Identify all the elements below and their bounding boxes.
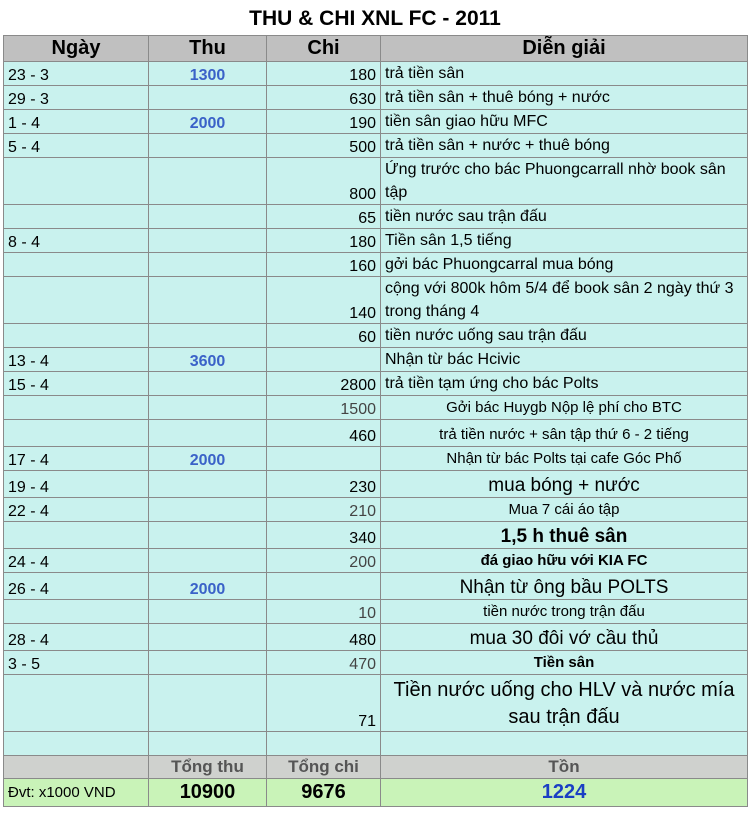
expense-cell: 230 xyxy=(267,471,381,498)
empty-row xyxy=(4,732,748,756)
header-income: Thu xyxy=(149,36,267,62)
description-cell: tiền nước trong trận đấu xyxy=(381,600,748,624)
description-cell: Nhận từ bác Polts tại cafe Góc Phố xyxy=(381,447,748,471)
table-row xyxy=(4,675,748,732)
income-cell xyxy=(149,372,267,396)
expense-cell: 460 xyxy=(267,420,381,447)
table-row xyxy=(4,348,748,372)
income-cell xyxy=(149,498,267,522)
income-cell: 2000 xyxy=(149,110,267,134)
date-cell xyxy=(4,158,149,205)
balance-label: Tồn xyxy=(381,756,748,779)
description-cell: Ứng trước cho bác Phuongcarrall nhờ book sân tập xyxy=(381,158,748,205)
date-cell: 24 - 4 xyxy=(4,549,149,573)
date-cell xyxy=(4,600,149,624)
table-row xyxy=(4,253,748,277)
date-cell xyxy=(4,522,149,549)
description-cell: trả tiền sân + thuê bóng + nước xyxy=(381,86,748,110)
total-expense-label: Tổng chi xyxy=(267,756,381,779)
date-cell xyxy=(4,277,149,324)
date-cell: 1 - 4 xyxy=(4,110,149,134)
description-cell: tiền nước uống sau trận đấu xyxy=(381,324,748,348)
date-cell: 17 - 4 xyxy=(4,447,149,471)
income-cell xyxy=(149,253,267,277)
header-row xyxy=(4,36,748,62)
sheet-title: THU & CHI XNL FC - 2011 xyxy=(249,7,501,30)
table-row xyxy=(4,324,748,348)
description-cell: Tiền sân xyxy=(381,651,748,675)
income-cell xyxy=(149,396,267,420)
total-expense-value: 9676 xyxy=(267,779,381,807)
table-row xyxy=(4,158,748,205)
expense-cell: 630 xyxy=(267,86,381,110)
date-cell xyxy=(4,396,149,420)
description-cell: gởi bác Phuongcarral mua bóng xyxy=(381,253,748,277)
expense-cell: 800 xyxy=(267,158,381,205)
income-cell xyxy=(149,324,267,348)
table-row xyxy=(4,651,748,675)
finance-table xyxy=(3,35,748,807)
header-expense: Chi xyxy=(267,36,381,62)
date-cell: 28 - 4 xyxy=(4,624,149,651)
expense-cell: 500 xyxy=(267,134,381,158)
table-row xyxy=(4,471,748,498)
income-cell xyxy=(149,86,267,110)
date-cell: 5 - 4 xyxy=(4,134,149,158)
expense-cell: 180 xyxy=(267,62,381,86)
date-cell xyxy=(4,675,149,732)
income-cell xyxy=(149,134,267,158)
expense-cell xyxy=(267,447,381,471)
balance-value: 1224 xyxy=(381,779,748,807)
table-row xyxy=(4,624,748,651)
income-cell xyxy=(149,420,267,447)
date-cell xyxy=(4,253,149,277)
description-cell: trả tiền sân xyxy=(381,62,748,86)
table-row xyxy=(4,110,748,134)
expense-cell: 480 xyxy=(267,624,381,651)
table-row xyxy=(4,420,748,447)
description-cell: Tiền nước uống cho HLV và nước mía sau trận đấu xyxy=(381,675,748,732)
expense-cell: 180 xyxy=(267,229,381,253)
total-income-value: 10900 xyxy=(149,779,267,807)
income-cell: 2000 xyxy=(149,447,267,471)
table-row xyxy=(4,498,748,522)
unit-note: Đvt: x1000 VND xyxy=(4,779,149,807)
totals-value-row xyxy=(4,779,748,807)
expense-cell: 10 xyxy=(267,600,381,624)
date-cell: 23 - 3 xyxy=(4,62,149,86)
expense-cell xyxy=(267,348,381,372)
expense-cell: 210 xyxy=(267,498,381,522)
expense-cell: 2800 xyxy=(267,372,381,396)
total-income-label: Tổng thu xyxy=(149,756,267,779)
date-cell xyxy=(4,324,149,348)
date-cell xyxy=(4,205,149,229)
expense-cell: 71 xyxy=(267,675,381,732)
table-row xyxy=(4,600,748,624)
expense-cell: 1500 xyxy=(267,396,381,420)
date-cell: 8 - 4 xyxy=(4,229,149,253)
expense-cell: 60 xyxy=(267,324,381,348)
description-cell: tiền nước sau trận đấu xyxy=(381,205,748,229)
description-cell: mua 30 đôi vớ cầu thủ xyxy=(381,624,748,651)
income-cell xyxy=(149,522,267,549)
description-cell: 1,5 h thuê sân xyxy=(381,522,748,549)
date-cell: 3 - 5 xyxy=(4,651,149,675)
description-cell: Tiền sân 1,5 tiếng xyxy=(381,229,748,253)
expense-cell: 140 xyxy=(267,277,381,324)
income-cell xyxy=(149,651,267,675)
date-cell: 15 - 4 xyxy=(4,372,149,396)
table-row xyxy=(4,205,748,229)
date-cell: 29 - 3 xyxy=(4,86,149,110)
table-row xyxy=(4,62,748,86)
income-cell xyxy=(149,158,267,205)
income-cell xyxy=(149,277,267,324)
income-cell xyxy=(149,600,267,624)
date-cell: 19 - 4 xyxy=(4,471,149,498)
expense-cell xyxy=(267,573,381,600)
description-cell: tiền sân giao hữu MFC xyxy=(381,110,748,134)
income-cell: 1300 xyxy=(149,62,267,86)
description-cell: cộng với 800k hôm 5/4 để book sân 2 ngày thứ 3 trong tháng 4 xyxy=(381,277,748,324)
table-row xyxy=(4,447,748,471)
description-cell: Mua 7 cái áo tập xyxy=(381,498,748,522)
description-cell: Nhận từ bác Hcivic xyxy=(381,348,748,372)
date-cell xyxy=(4,420,149,447)
table-row xyxy=(4,277,748,324)
table-row xyxy=(4,573,748,600)
description-cell: trả tiền sân + nước + thuê bóng xyxy=(381,134,748,158)
income-cell: 2000 xyxy=(149,573,267,600)
expense-cell: 65 xyxy=(267,205,381,229)
description-cell: Gởi bác Huygb Nộp lệ phí cho BTC xyxy=(381,396,748,420)
table-row xyxy=(4,549,748,573)
date-cell: 26 - 4 xyxy=(4,573,149,600)
income-cell xyxy=(149,205,267,229)
expense-cell: 190 xyxy=(267,110,381,134)
income-cell xyxy=(149,471,267,498)
income-cell xyxy=(149,675,267,732)
expense-cell: 340 xyxy=(267,522,381,549)
spreadsheet xyxy=(3,0,747,807)
expense-cell: 470 xyxy=(267,651,381,675)
description-cell: trả tiền nước + sân tập thứ 6 - 2 tiếng xyxy=(381,420,748,447)
header-description: Diễn giải xyxy=(381,36,748,62)
expense-cell: 200 xyxy=(267,549,381,573)
description-cell: Nhận từ ông bầu POLTS xyxy=(381,573,748,600)
table-row xyxy=(4,372,748,396)
income-cell xyxy=(149,624,267,651)
income-cell xyxy=(149,549,267,573)
description-cell: mua bóng + nước xyxy=(381,471,748,498)
date-cell: 22 - 4 xyxy=(4,498,149,522)
income-cell xyxy=(149,229,267,253)
totals-label-row xyxy=(4,756,748,779)
income-cell: 3600 xyxy=(149,348,267,372)
expense-cell: 160 xyxy=(267,253,381,277)
table-row xyxy=(4,229,748,253)
table-row xyxy=(4,86,748,110)
description-cell: đá giao hữu với KIA FC xyxy=(381,549,748,573)
table-row xyxy=(4,522,748,549)
description-cell: trả tiền tạm ứng cho bác Polts xyxy=(381,372,748,396)
date-cell: 13 - 4 xyxy=(4,348,149,372)
table-row xyxy=(4,396,748,420)
header-date: Ngày xyxy=(4,36,149,62)
table-row xyxy=(4,134,748,158)
